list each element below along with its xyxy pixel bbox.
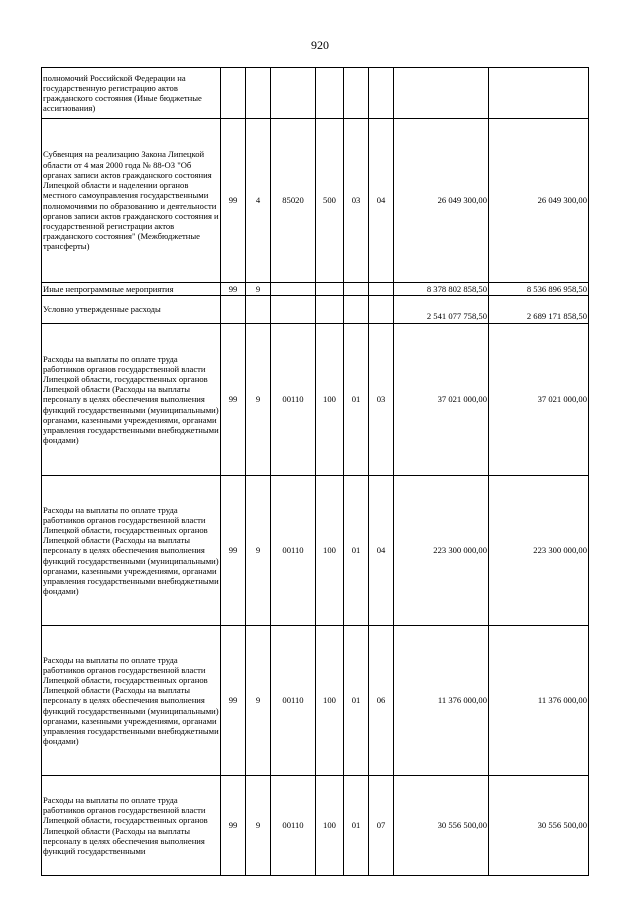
cell-amount-2: 8 536 896 958,50 xyxy=(489,283,589,296)
cell-code-5: 01 xyxy=(344,476,369,626)
cell-code-2: 9 xyxy=(246,626,271,776)
row-description: полномочий Российской Федерации на государственную регистрацию актов гражданского состояния (Иные бюджетные ассигнования) xyxy=(42,68,221,119)
cell-code-5 xyxy=(344,68,369,119)
cell-code-4: 500 xyxy=(316,119,344,283)
cell-amount-1: 11 376 000,00 xyxy=(394,626,489,776)
cell-code-4 xyxy=(316,283,344,296)
cell-code-3: 00110 xyxy=(271,476,316,626)
cell-code-6: 04 xyxy=(369,476,394,626)
cell-amount-2: 37 021 000,00 xyxy=(489,324,589,476)
cell-code-5: 01 xyxy=(344,324,369,476)
cell-code-3: 00110 xyxy=(271,626,316,776)
cell-amount-2: 223 300 000,00 xyxy=(489,476,589,626)
cell-code-1: 99 xyxy=(221,283,246,296)
row-description: Расходы на выплаты по оплате труда работников органов государственной власти Липецкой области, государственных органов Липецкой области (Расходы на выплаты персоналу в целях обеспечения выполнения функций государственными (муниципальными) органами, казенными учреждениями, органами управления государственными внебюджетными фондами) xyxy=(42,476,221,626)
cell-code-1: 99 xyxy=(221,626,246,776)
cell-code-6 xyxy=(369,68,394,119)
row-description: Расходы на выплаты по оплате труда работников органов государственной власти Липецкой области, государственных органов Липецкой области (Расходы на выплаты персоналу в целях обеспечения выполнения функций государственными (муниципальными) органами, казенными учреждениями, органами управления государственными внебюджетными фондами) xyxy=(42,626,221,776)
cell-code-2 xyxy=(246,296,271,324)
cell-code-5 xyxy=(344,296,369,324)
cell-code-2: 9 xyxy=(246,776,271,876)
cell-amount-2 xyxy=(489,68,589,119)
cell-code-4: 100 xyxy=(316,324,344,476)
cell-amount-2: 26 049 300,00 xyxy=(489,119,589,283)
row-description: Условно утвержденные расходы xyxy=(42,296,221,324)
cell-code-4: 100 xyxy=(316,626,344,776)
cell-code-2: 4 xyxy=(246,119,271,283)
cell-code-1 xyxy=(221,68,246,119)
cell-code-1: 99 xyxy=(221,776,246,876)
cell-code-3: 85020 xyxy=(271,119,316,283)
cell-code-2: 9 xyxy=(246,324,271,476)
cell-code-4 xyxy=(316,296,344,324)
cell-code-4 xyxy=(316,68,344,119)
cell-code-3 xyxy=(271,296,316,324)
row-description: Иные непрограммные мероприятия xyxy=(42,283,221,296)
table-row xyxy=(42,776,589,876)
cell-code-6: 06 xyxy=(369,626,394,776)
budget-table xyxy=(41,67,589,876)
table-row xyxy=(42,68,589,119)
cell-code-1: 99 xyxy=(221,324,246,476)
cell-code-3 xyxy=(271,68,316,119)
cell-code-1 xyxy=(221,296,246,324)
table-row xyxy=(42,476,589,626)
cell-amount-1: 26 049 300,00 xyxy=(394,119,489,283)
cell-code-4: 100 xyxy=(316,776,344,876)
cell-code-6 xyxy=(369,283,394,296)
cell-code-2: 9 xyxy=(246,476,271,626)
cell-code-6: 03 xyxy=(369,324,394,476)
row-description: Расходы на выплаты по оплате труда работников органов государственной власти Липецкой области, государственных органов Липецкой области (Расходы на выплаты персоналу в целях обеспечения выполнения функций государственными xyxy=(42,776,221,876)
cell-code-3 xyxy=(271,283,316,296)
table-row xyxy=(42,119,589,283)
table-row xyxy=(42,296,589,324)
cell-amount-1: 8 378 802 858,50 xyxy=(394,283,489,296)
row-description: Субвенция на реализацию Закона Липецкой области от 4 мая 2000 года № 88-ОЗ "Об органах записи актов гражданского состояния Липецкой области и наделении органов местного самоуправления государственными полномочиями по образованию и деятельности органов записи актов гражданского состояния и государственной регистрации актов гражданского состояния" (Межбюджетные трансферты) xyxy=(42,119,221,283)
cell-amount-2: 30 556 500,00 xyxy=(489,776,589,876)
cell-code-3: 00110 xyxy=(271,324,316,476)
cell-amount-1 xyxy=(394,68,489,119)
cell-code-1: 99 xyxy=(221,476,246,626)
cell-amount-2: 2 689 171 858,50 xyxy=(489,296,589,324)
cell-code-5: 01 xyxy=(344,776,369,876)
table-row xyxy=(42,283,589,296)
cell-code-3: 00110 xyxy=(271,776,316,876)
cell-code-6: 04 xyxy=(369,119,394,283)
cell-code-1: 99 xyxy=(221,119,246,283)
cell-code-2: 9 xyxy=(246,283,271,296)
cell-amount-1: 2 541 077 758,50 xyxy=(394,296,489,324)
row-description: Расходы на выплаты по оплате труда работников органов государственной власти Липецкой области, государственных органов Липецкой области (Расходы на выплаты персоналу в целях обеспечения выполнения функций государственными (муниципальными) органами, казенными учреждениями, органами управления государственными внебюджетными фондами) xyxy=(42,324,221,476)
table-row xyxy=(42,626,589,776)
cell-code-4: 100 xyxy=(316,476,344,626)
table-row xyxy=(42,324,589,476)
cell-code-5 xyxy=(344,283,369,296)
cell-code-5: 01 xyxy=(344,626,369,776)
cell-code-6: 07 xyxy=(369,776,394,876)
cell-code-2 xyxy=(246,68,271,119)
cell-amount-2: 11 376 000,00 xyxy=(489,626,589,776)
cell-amount-1: 30 556 500,00 xyxy=(394,776,489,876)
cell-code-5: 03 xyxy=(344,119,369,283)
cell-amount-1: 37 021 000,00 xyxy=(394,324,489,476)
cell-amount-1: 223 300 000,00 xyxy=(394,476,489,626)
page-number: 920 xyxy=(311,38,329,52)
cell-code-6 xyxy=(369,296,394,324)
